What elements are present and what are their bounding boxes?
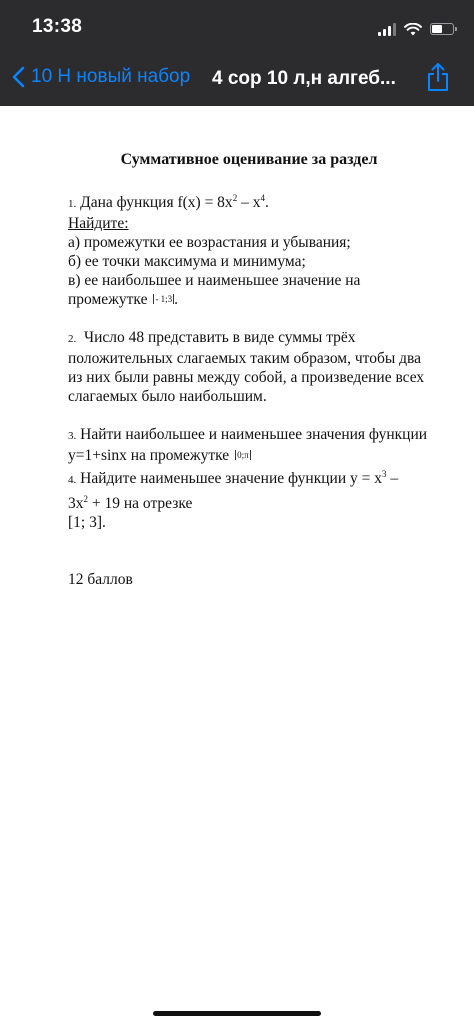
share-icon[interactable] (426, 62, 450, 92)
nav-title: 4 сор 10 л,н алгеб... (212, 68, 396, 89)
task-4: 4. Найдите наименьшее значение функции $y = x^3$ – $3x^2 + 19$ на отрезке [1; 3]. (68, 469, 399, 532)
task-1: 1. Дана функция $f(x) = 8x^2 - x^4$. Найдите: а) промежутки ее возрастания и убывания; б) ее точки максимума и минимума; в) ее наибольшее и наименьшее значение на промежутке - 1;3 . (68, 189, 440, 309)
task-3: 3. Найти наибольшее и наименьшее значения функции y=1+sinx на промежутке 0;π (68, 426, 428, 465)
score: 12 баллов (68, 571, 133, 589)
signal-icon (378, 23, 396, 36)
back-button[interactable] (12, 66, 190, 88)
wifi-icon (404, 23, 422, 36)
back-label: 10 Н новый набор (31, 66, 191, 87)
task-2: 2. Число 48 представить в виде суммы трёх положительных слагаемых таким образом, чтобы два из них были равны между собой, а произведение всех слагаемых было наибольшим. (68, 329, 425, 406)
home-indicator[interactable] (153, 1011, 321, 1016)
find-label: Найдите: (68, 215, 129, 233)
document-content (68, 150, 440, 589)
status-icons (378, 20, 454, 38)
document-page (0, 106, 474, 1025)
status-time: 13:38 (32, 16, 83, 37)
top-bar (0, 0, 474, 106)
battery-icon (430, 23, 454, 35)
document-title: Суммативное оценивание за раздел (120, 151, 378, 168)
chevron-left-icon (12, 66, 25, 88)
